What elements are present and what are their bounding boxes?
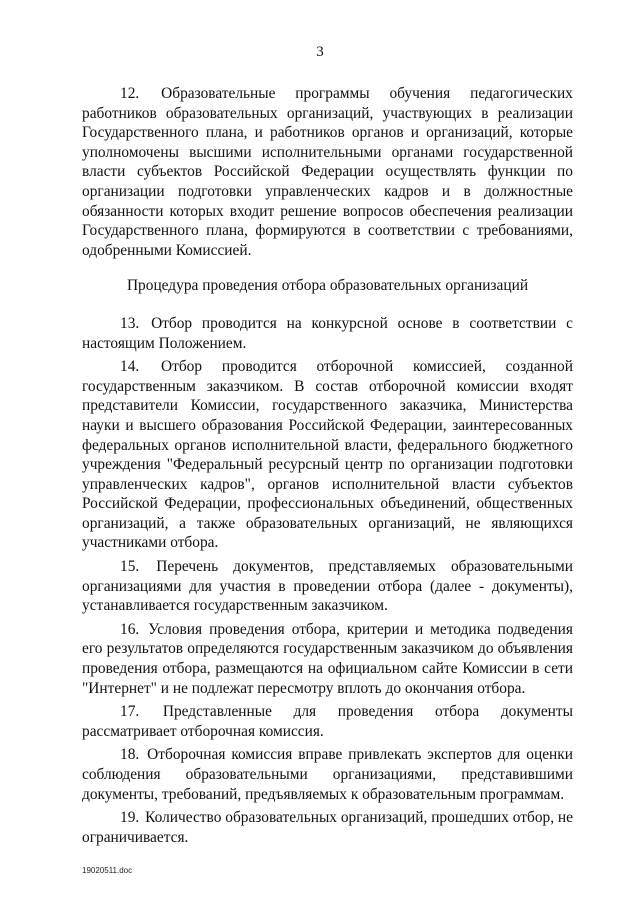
- paragraph-number: 15.: [120, 558, 140, 576]
- paragraph-number: 18.: [120, 746, 140, 764]
- paragraph-number: 12.: [120, 85, 140, 102]
- paragraph-text: Отбор проводится на конкурсной основе в соответствии с настоящим Положением.: [82, 314, 573, 352]
- paragraph-text: Количество образовательных организаций, прошедших отбор, не ограничивается.: [82, 809, 573, 846]
- paragraph-text: Условия проведения отбора, критерии и методика подведения его результатов определяются государственным заказчиком до объявления проведения отбора, размещаются на официальном сайте Комиссии в сети "Интернет" и не подлежат пересмотру вплоть до окончания отбора.: [82, 620, 573, 697]
- paragraph-number: 17.: [120, 703, 140, 721]
- paragraph-15: [82, 557, 573, 616]
- paragraph-number: 14.: [120, 358, 140, 376]
- paragraph-number: 13.: [120, 314, 140, 332]
- document-body: [82, 84, 573, 851]
- paragraph-text: Отбор проводится отборочной комиссией, созданной государственным заказчиком. В состав отборочной комиссии входят представители Комиссии, государственного заказчика, Министерства науки и высшего образования Российской Федерации, заинтересованных федеральных органов исполнительной власти, федерального бюджетного учреждения "Федеральный ресурсный центр по организации подготовки управленческих кадров", органов исполнительной власти субъектов Российской Федерации, профессиональных объединений, общественных организаций, а также образовательных организаций, не являющихся участниками отбора.: [82, 358, 573, 552]
- footer-document-code: 19020511.doc: [82, 866, 133, 875]
- paragraph-12: [82, 84, 573, 260]
- paragraph-17: [82, 702, 573, 741]
- paragraph-number: 19.: [120, 809, 140, 827]
- paragraph-number: 16.: [120, 620, 140, 638]
- paragraph-13: [82, 314, 573, 353]
- paragraph-text: Перечень документов, представляемых образовательными организациями для участия в проведении отбора (далее - документы), устанавливается государственным заказчиком.: [82, 558, 573, 615]
- paragraph-text: Представленные для проведения отбора документы рассматривает отборочная комиссия.: [82, 703, 573, 740]
- paragraph-18: [82, 745, 573, 804]
- section-heading: Процедура проведения отбора образовательных организаций: [126, 277, 529, 295]
- paragraph-14: [82, 357, 573, 553]
- page-number: 3: [316, 44, 324, 60]
- paragraph-text: Образовательные программы обучения педагогических работников образовательных организаций, участвующих в реализации Государственного плана, и работников органов и организаций, которые уполномочены высшими исполнительными органами государственной власти субъектов Российской Федерации осуществлять функции по организации подготовки управленческих кадров и в должностные обязанности которых входит решение вопросов обеспечения реализации Государственного плана, формируются в соответствии с требованиями, одобренными Комиссией.: [82, 85, 573, 259]
- paragraph-19: [82, 808, 573, 847]
- paragraph-16: [82, 620, 573, 698]
- paragraph-text: Отборочная комиссия вправе привлекать экспертов для оценки соблюдения образовательными организациями, представившими документы, требований, предъявляемых к образовательным программам.: [82, 746, 573, 803]
